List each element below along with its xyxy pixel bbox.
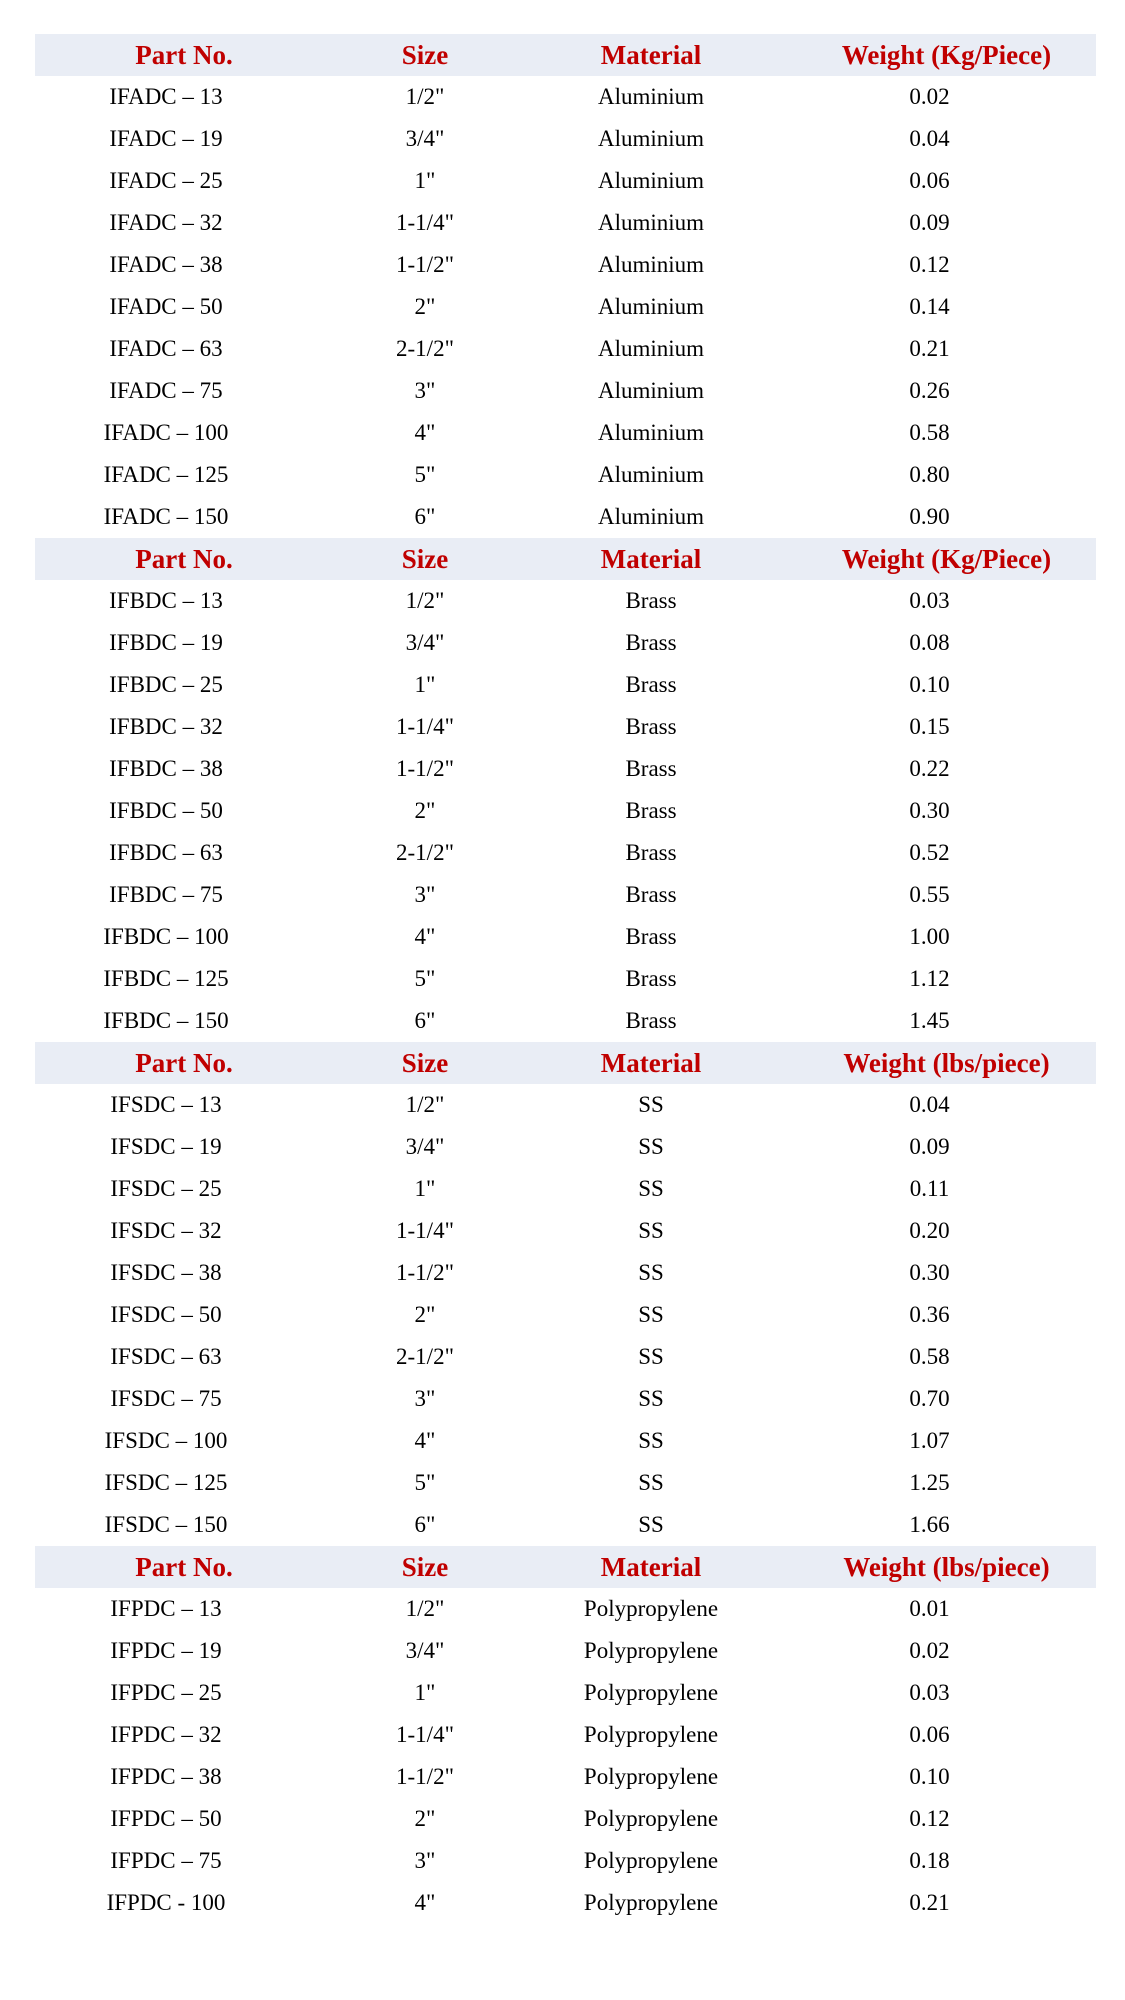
cell-weight: 0.58 bbox=[909, 420, 950, 445]
cell-weight: 0.12 bbox=[909, 1806, 950, 1831]
cell-size: 3/4" bbox=[405, 1638, 445, 1663]
cell-part-no: IFPDC – 13 bbox=[110, 1596, 222, 1621]
cell-material: Aluminium bbox=[597, 378, 705, 403]
table-row bbox=[35, 202, 1096, 244]
cell-material: Polypropylene bbox=[583, 1680, 719, 1705]
cell-weight: 0.55 bbox=[909, 882, 950, 907]
cell-material: Brass bbox=[625, 672, 677, 697]
table-row bbox=[35, 706, 1096, 748]
cell-material: Polypropylene bbox=[583, 1806, 719, 1831]
cell-material: Polypropylene bbox=[583, 1848, 719, 1873]
cell-part-no: IFADC – 25 bbox=[109, 168, 223, 193]
cell-size: 1" bbox=[414, 1680, 436, 1705]
table-row bbox=[35, 1882, 1096, 1924]
cell-weight: 1.66 bbox=[909, 1512, 950, 1537]
cell-part-no: IFADC – 150 bbox=[103, 504, 229, 529]
cell-weight: 0.90 bbox=[909, 504, 950, 529]
cell-size: 4" bbox=[414, 924, 436, 949]
table-row bbox=[35, 580, 1096, 622]
table-row bbox=[35, 286, 1096, 328]
cell-part-no: IFSDC – 100 bbox=[104, 1428, 228, 1453]
table-row bbox=[35, 1336, 1096, 1378]
cell-material: Brass bbox=[625, 630, 677, 655]
cell-material: SS bbox=[638, 1470, 664, 1495]
cell-material: Brass bbox=[625, 588, 677, 613]
cell-material: Brass bbox=[625, 840, 677, 865]
cell-part-no: IFBDC – 125 bbox=[103, 966, 229, 991]
cell-weight: 1.07 bbox=[909, 1428, 950, 1453]
cell-weight: 0.22 bbox=[909, 756, 950, 781]
cell-part-no: IFSDC – 150 bbox=[104, 1512, 228, 1537]
cell-material: Brass bbox=[625, 924, 677, 949]
cell-part-no: IFADC – 13 bbox=[109, 84, 223, 109]
cell-weight: 0.03 bbox=[909, 1680, 950, 1705]
column-header-material: Material bbox=[517, 538, 785, 580]
cell-weight: 0.15 bbox=[909, 714, 950, 739]
column-header-weight: Weight (lbs/piece) bbox=[785, 1042, 1096, 1084]
column-header-size: Size bbox=[333, 34, 517, 76]
cell-size: 3" bbox=[414, 882, 436, 907]
cell-material: SS bbox=[638, 1260, 664, 1285]
cell-weight: 0.20 bbox=[909, 1218, 950, 1243]
cell-material: Aluminium bbox=[597, 168, 705, 193]
cell-part-no: IFPDC – 50 bbox=[110, 1806, 222, 1831]
cell-part-no: IFSDC – 19 bbox=[110, 1134, 222, 1159]
table-row bbox=[35, 916, 1096, 958]
cell-part-no: IFADC – 75 bbox=[109, 378, 223, 403]
table-row bbox=[35, 1462, 1096, 1504]
cell-size: 2-1/2" bbox=[396, 1344, 454, 1369]
cell-part-no: IFADC – 32 bbox=[109, 210, 223, 235]
table-row bbox=[35, 1798, 1096, 1840]
cell-part-no: IFPDC – 25 bbox=[110, 1680, 222, 1705]
cell-size: 1" bbox=[414, 672, 436, 697]
cell-size: 4" bbox=[414, 420, 436, 445]
cell-weight: 0.30 bbox=[909, 798, 950, 823]
cell-weight: 0.02 bbox=[909, 84, 950, 109]
cell-size: 4" bbox=[414, 1890, 436, 1915]
cell-weight: 0.21 bbox=[909, 1890, 950, 1915]
cell-weight: 0.10 bbox=[909, 672, 950, 697]
table-row bbox=[35, 1630, 1096, 1672]
table-row bbox=[35, 1126, 1096, 1168]
cell-size: 2" bbox=[414, 294, 436, 319]
table-row bbox=[35, 1714, 1096, 1756]
cell-size: 1" bbox=[414, 168, 436, 193]
cell-part-no: IFADC – 125 bbox=[103, 462, 229, 487]
cell-weight: 1.00 bbox=[909, 924, 950, 949]
cell-material: Aluminium bbox=[597, 126, 705, 151]
cell-material: Polypropylene bbox=[583, 1890, 719, 1915]
table-row bbox=[35, 1210, 1096, 1252]
cell-material: Aluminium bbox=[597, 336, 705, 361]
cell-part-no: IFSDC – 25 bbox=[110, 1176, 222, 1201]
cell-size: 5" bbox=[414, 1470, 436, 1495]
table-row bbox=[35, 622, 1096, 664]
cell-material: Brass bbox=[625, 798, 677, 823]
cell-size: 1/2" bbox=[405, 1596, 445, 1621]
table-header-row bbox=[35, 1546, 1096, 1588]
cell-part-no: IFSDC – 13 bbox=[110, 1092, 222, 1117]
cell-part-no: IFBDC – 100 bbox=[103, 924, 229, 949]
table-row bbox=[35, 160, 1096, 202]
cell-weight: 0.09 bbox=[909, 210, 950, 235]
cell-size: 1-1/2" bbox=[396, 1260, 454, 1285]
cell-weight: 0.06 bbox=[909, 1722, 950, 1747]
cell-size: 3/4" bbox=[405, 126, 445, 151]
cell-material: Aluminium bbox=[597, 84, 705, 109]
table-row bbox=[35, 832, 1096, 874]
cell-material: SS bbox=[638, 1512, 664, 1537]
spec-table bbox=[35, 1042, 1096, 1546]
table-row bbox=[35, 874, 1096, 916]
cell-size: 1-1/4" bbox=[396, 210, 454, 235]
cell-weight: 1.45 bbox=[909, 1008, 950, 1033]
cell-part-no: IFADC – 100 bbox=[103, 420, 229, 445]
table-row bbox=[35, 748, 1096, 790]
table-row bbox=[35, 1840, 1096, 1882]
table-row bbox=[35, 1756, 1096, 1798]
table-row bbox=[35, 412, 1096, 454]
cell-part-no: IFBDC – 50 bbox=[109, 798, 223, 823]
table-row bbox=[35, 1000, 1096, 1042]
cell-material: Brass bbox=[625, 756, 677, 781]
cell-weight: 0.14 bbox=[909, 294, 950, 319]
cell-size: 1-1/4" bbox=[396, 1218, 454, 1243]
cell-weight: 0.02 bbox=[909, 1638, 950, 1663]
cell-material: SS bbox=[638, 1386, 664, 1411]
cell-size: 1" bbox=[414, 1176, 436, 1201]
cell-part-no: IFPDC – 75 bbox=[110, 1848, 222, 1873]
cell-weight: 0.11 bbox=[909, 1176, 950, 1201]
cell-size: 1/2" bbox=[405, 84, 445, 109]
table-header-row bbox=[35, 538, 1096, 580]
cell-size: 3" bbox=[414, 378, 436, 403]
cell-material: SS bbox=[638, 1092, 664, 1117]
table-row bbox=[35, 1504, 1096, 1546]
cell-size: 2" bbox=[414, 798, 436, 823]
table-row bbox=[35, 76, 1096, 118]
cell-weight: 0.12 bbox=[909, 252, 950, 277]
column-header-material: Material bbox=[517, 1546, 785, 1588]
cell-part-no: IFPDC – 32 bbox=[110, 1722, 222, 1747]
cell-material: Brass bbox=[625, 882, 677, 907]
cell-part-no: IFSDC – 63 bbox=[110, 1344, 222, 1369]
cell-part-no: IFBDC – 19 bbox=[109, 630, 223, 655]
cell-material: Aluminium bbox=[597, 420, 705, 445]
cell-weight: 0.01 bbox=[909, 1596, 950, 1621]
table-row bbox=[35, 790, 1096, 832]
cell-part-no: IFBDC – 13 bbox=[109, 588, 223, 613]
cell-material: Polypropylene bbox=[583, 1722, 719, 1747]
cell-part-no: IFADC – 38 bbox=[109, 252, 223, 277]
cell-material: Aluminium bbox=[597, 252, 705, 277]
spec-table bbox=[35, 538, 1096, 1042]
cell-size: 2-1/2" bbox=[396, 840, 454, 865]
table-row bbox=[35, 118, 1096, 160]
cell-material: Aluminium bbox=[597, 504, 705, 529]
cell-weight: 0.06 bbox=[909, 168, 950, 193]
cell-weight: 0.21 bbox=[909, 336, 950, 361]
table-row bbox=[35, 1588, 1096, 1630]
cell-weight: 0.04 bbox=[909, 126, 950, 151]
table-row bbox=[35, 496, 1096, 538]
cell-material: SS bbox=[638, 1428, 664, 1453]
cell-weight: 0.08 bbox=[909, 630, 950, 655]
cell-material: Brass bbox=[625, 714, 677, 739]
cell-part-no: IFBDC – 63 bbox=[109, 840, 223, 865]
cell-size: 6" bbox=[414, 1512, 436, 1537]
cell-size: 1-1/2" bbox=[396, 252, 454, 277]
cell-part-no: IFADC – 63 bbox=[109, 336, 223, 361]
table-row bbox=[35, 328, 1096, 370]
cell-part-no: IFPDC - 100 bbox=[106, 1890, 226, 1915]
table-row bbox=[35, 1420, 1096, 1462]
cell-size: 3/4" bbox=[405, 630, 445, 655]
column-header-size: Size bbox=[333, 1042, 517, 1084]
cell-size: 3/4" bbox=[405, 1134, 445, 1159]
cell-part-no: IFADC – 19 bbox=[109, 126, 223, 151]
cell-material: Brass bbox=[625, 966, 677, 991]
cell-size: 1-1/2" bbox=[396, 756, 454, 781]
column-header-part-no: Part No. bbox=[35, 34, 333, 76]
cell-weight: 0.70 bbox=[909, 1386, 950, 1411]
table-row bbox=[35, 454, 1096, 496]
cell-weight: 0.09 bbox=[909, 1134, 950, 1159]
cell-part-no: IFBDC – 75 bbox=[109, 882, 223, 907]
cell-size: 5" bbox=[414, 462, 436, 487]
cell-material: Aluminium bbox=[597, 294, 705, 319]
cell-part-no: IFADC – 50 bbox=[109, 294, 223, 319]
column-header-material: Material bbox=[517, 34, 785, 76]
column-header-part-no: Part No. bbox=[35, 538, 333, 580]
cell-weight: 0.04 bbox=[909, 1092, 950, 1117]
cell-part-no: IFPDC – 38 bbox=[110, 1764, 222, 1789]
cell-material: Aluminium bbox=[597, 462, 705, 487]
table-row bbox=[35, 958, 1096, 1000]
cell-part-no: IFSDC – 32 bbox=[110, 1218, 222, 1243]
cell-size: 6" bbox=[414, 1008, 436, 1033]
column-header-material: Material bbox=[517, 1042, 785, 1084]
cell-size: 3" bbox=[414, 1386, 436, 1411]
spec-table bbox=[35, 34, 1096, 538]
cell-material: SS bbox=[638, 1218, 664, 1243]
cell-part-no: IFPDC – 19 bbox=[110, 1638, 222, 1663]
cell-size: 1-1/4" bbox=[396, 714, 454, 739]
cell-part-no: IFSDC – 38 bbox=[110, 1260, 222, 1285]
cell-size: 1/2" bbox=[405, 588, 445, 613]
table-row bbox=[35, 1252, 1096, 1294]
cell-part-no: IFSDC – 50 bbox=[110, 1302, 222, 1327]
cell-weight: 0.52 bbox=[909, 840, 950, 865]
column-header-part-no: Part No. bbox=[35, 1042, 333, 1084]
cell-material: Brass bbox=[625, 1008, 677, 1033]
cell-weight: 0.58 bbox=[909, 1344, 950, 1369]
column-header-weight: Weight (Kg/Piece) bbox=[785, 538, 1096, 580]
table-row bbox=[35, 1672, 1096, 1714]
cell-part-no: IFSDC – 75 bbox=[110, 1386, 222, 1411]
cell-material: SS bbox=[638, 1134, 664, 1159]
table-header-row bbox=[35, 1042, 1096, 1084]
cell-weight: 0.30 bbox=[909, 1260, 950, 1285]
cell-weight: 0.36 bbox=[909, 1302, 950, 1327]
cell-material: SS bbox=[638, 1344, 664, 1369]
table-row bbox=[35, 1168, 1096, 1210]
cell-material: Polypropylene bbox=[583, 1638, 719, 1663]
column-header-size: Size bbox=[333, 538, 517, 580]
cell-material: SS bbox=[638, 1302, 664, 1327]
cell-size: 2" bbox=[414, 1302, 436, 1327]
column-header-weight: Weight (Kg/Piece) bbox=[785, 34, 1096, 76]
cell-material: SS bbox=[638, 1176, 664, 1201]
product-weight-tables bbox=[35, 34, 1096, 1924]
column-header-weight: Weight (lbs/piece) bbox=[785, 1546, 1096, 1588]
cell-weight: 0.03 bbox=[909, 588, 950, 613]
cell-size: 1-1/4" bbox=[396, 1722, 454, 1747]
cell-size: 6" bbox=[414, 504, 436, 529]
table-row bbox=[35, 1084, 1096, 1126]
cell-part-no: IFBDC – 38 bbox=[109, 756, 223, 781]
cell-size: 5" bbox=[414, 966, 436, 991]
cell-part-no: IFBDC – 32 bbox=[109, 714, 223, 739]
cell-weight: 0.26 bbox=[909, 378, 950, 403]
cell-weight: 0.80 bbox=[909, 462, 950, 487]
cell-size: 1/2" bbox=[405, 1092, 445, 1117]
table-row bbox=[35, 244, 1096, 286]
table-row bbox=[35, 1294, 1096, 1336]
column-header-size: Size bbox=[333, 1546, 517, 1588]
cell-weight: 1.12 bbox=[909, 966, 950, 991]
table-row bbox=[35, 664, 1096, 706]
cell-material: Aluminium bbox=[597, 210, 705, 235]
cell-weight: 0.18 bbox=[909, 1848, 950, 1873]
cell-size: 1-1/2" bbox=[396, 1764, 454, 1789]
table-row bbox=[35, 370, 1096, 412]
cell-part-no: IFSDC – 125 bbox=[104, 1470, 228, 1495]
cell-part-no: IFBDC – 25 bbox=[109, 672, 223, 697]
cell-size: 2" bbox=[414, 1806, 436, 1831]
spec-table bbox=[35, 1546, 1096, 1924]
column-header-part-no: Part No. bbox=[35, 1546, 333, 1588]
cell-material: Polypropylene bbox=[583, 1596, 719, 1621]
cell-weight: 1.25 bbox=[909, 1470, 950, 1495]
table-row bbox=[35, 1378, 1096, 1420]
cell-material: Polypropylene bbox=[583, 1764, 719, 1789]
cell-part-no: IFBDC – 150 bbox=[103, 1008, 229, 1033]
cell-size: 2-1/2" bbox=[396, 336, 454, 361]
cell-size: 4" bbox=[414, 1428, 436, 1453]
cell-weight: 0.10 bbox=[909, 1764, 950, 1789]
cell-size: 3" bbox=[414, 1848, 436, 1873]
table-header-row bbox=[35, 34, 1096, 76]
